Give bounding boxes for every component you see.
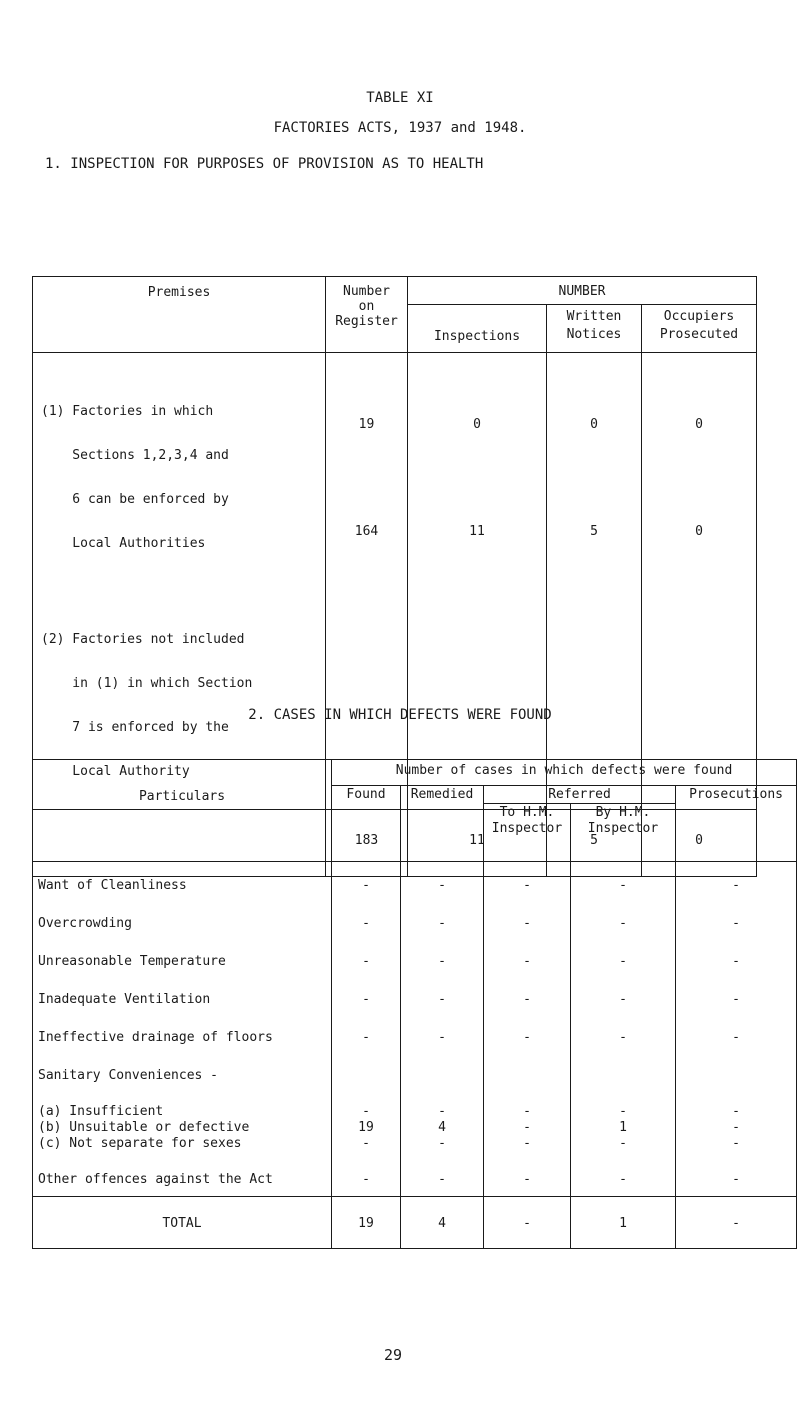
to-hm-body [484,862,571,1197]
row-label: Overcrowding [38,916,132,931]
to-hm-value: - [523,916,531,931]
total-prosecuted-value: 0 [695,833,703,848]
acts-title: FACTORIES ACTS, 1937 and 1948. [273,120,527,136]
prosecutions-value: - [732,916,740,931]
section-1-title: 1. INSPECTION FOR PURPOSES OF PROVISION AS TO HEALTH [45,156,484,172]
section-2-title: 2. CASES IN WHICH DEFECTS WERE FOUND [248,707,552,723]
total-by-hm-value: 1 [619,1216,627,1231]
prosecutions-header [676,786,797,862]
referred-header [484,786,676,804]
page-number: 29 [384,1346,403,1364]
row-label: (a) Insufficient [38,1104,164,1119]
by-hm-value: - [619,954,627,969]
remedied-value: - [438,992,446,1007]
inspections-cell [408,353,547,810]
inspections-header-label: Inspections [433,329,521,344]
row-label: Other offences against the Act [38,1172,273,1187]
row2-register: 164 [354,524,379,539]
row2-label-l2: in (1) in which Section [41,676,253,691]
found-value: - [362,1136,370,1151]
particulars-header-label: Particulars [138,789,226,804]
found-value: - [362,878,370,893]
notices-header-l1: Written [566,309,622,324]
by-hm-body [571,862,676,1197]
row2-notices: 5 [590,524,598,539]
remedied-body [401,862,484,1197]
prosecutions-value: - [732,1172,740,1187]
found-header [332,786,401,862]
by-hm-value: - [619,992,627,1007]
remedied-value: - [438,954,446,969]
cases-group-header [332,760,797,786]
remedied-value: - [438,1030,446,1045]
remedied-value: 4 [438,1120,446,1135]
to-hm-l2: Inspector [491,821,563,836]
sanitary-label: Sanitary Conveniences - [38,1068,219,1083]
notices-cell [547,353,642,810]
col-premises-header [33,277,326,353]
by-hm-l1: By H.M. [595,805,651,820]
total-remedied-value: 4 [438,1216,446,1231]
to-hm-value: - [523,1136,531,1151]
to-hm-l1: To H.M. [499,805,555,820]
referred-header-label: Referred [548,787,611,802]
found-value: - [362,992,370,1007]
prosecutions-value: - [732,1120,740,1135]
remedied-header-label: Remedied [410,787,474,802]
total-notices-value: 5 [590,833,598,848]
row2-inspections: 11 [469,524,485,539]
register-header-l3: Register [335,314,398,329]
by-hm-value: - [619,1172,627,1187]
particulars-body [33,862,332,1197]
to-hm-value: - [523,954,531,969]
prosecuted-cell [642,353,757,810]
total-prosecutions-value: - [732,1216,740,1231]
found-value: - [362,1172,370,1187]
row1-inspections: 0 [473,417,481,432]
row2-label-l1: (2) Factories not included [41,632,245,647]
to-hm-value: - [523,992,531,1007]
row1-label-l4: Local Authorities [41,536,206,551]
total-to-hm-value: - [523,1216,531,1231]
row-label: (b) Unsuitable or defective [38,1120,250,1135]
prosecuted-header-l2: Prosecuted [659,327,739,342]
total-found [332,1197,401,1249]
prosecutions-value: - [732,992,740,1007]
prosecutions-value: - [732,1030,740,1045]
to-hm-value: - [523,1104,531,1119]
by-hm-value: - [619,878,627,893]
particulars-header [33,760,332,862]
remedied-header [401,786,484,862]
total-register-value: 183 [354,833,379,848]
col-inspections-header [408,305,547,353]
row1-label-l2: Sections 1,2,3,4 and [41,448,229,463]
total-prosecutions [676,1197,797,1249]
row-label: Inadequate Ventilation [38,992,211,1007]
by-hm-value: - [619,1104,627,1119]
prosecutions-value: - [732,1104,740,1119]
row1-prosecuted: 0 [695,417,703,432]
prosecutions-body [676,862,797,1197]
total-label: TOTAL [162,1216,202,1231]
register-header-l2: on [358,299,375,314]
row-label: Unreasonable Temperature [38,954,226,969]
row2-label-l4: Local Authority [41,764,190,779]
by-hm-l2: Inspector [587,821,659,836]
prosecutions-value: - [732,878,740,893]
found-value: - [362,916,370,931]
prosecuted-header-l1: Occupiers [663,309,735,324]
found-body [332,862,401,1197]
prosecutions-header-label: Prosecutions [689,787,783,802]
notices-header-l2: Notices [566,327,622,342]
to-hm-value: - [523,1120,531,1135]
col-notices-header [547,305,642,353]
remedied-value: - [438,916,446,931]
col-prosecuted-header [642,305,757,353]
found-value: - [362,954,370,969]
cases-header-label: Number of cases in which defects were found [395,763,733,778]
row-label: (c) Not separate for sexes [38,1136,242,1151]
row-label: Want of Cleanliness [38,878,187,893]
by-hm-value: 1 [619,1120,627,1135]
register-header-l1: Number [343,284,390,299]
total-found-value: 19 [358,1216,374,1231]
premises-header-label: Premises [147,285,211,300]
row2-label-l3: 7 is enforced by the [41,720,229,735]
table-number: TABLE XI [366,90,434,106]
row2-prosecuted: 0 [695,524,703,539]
found-value: 19 [358,1120,374,1135]
row1-notices: 0 [590,417,598,432]
total-by-hm [571,1197,676,1249]
by-hm-header [571,804,676,862]
found-value: - [362,1104,370,1119]
register-cell [326,353,408,810]
total-row-label [33,1197,332,1249]
remedied-value: - [438,1104,446,1119]
by-hm-value: - [619,1136,627,1151]
row-label: Ineffective drainage of floors [38,1030,273,1045]
premises-cell [33,353,326,810]
remedied-value: - [438,878,446,893]
to-hm-value: - [523,1172,531,1187]
to-hm-value: - [523,878,531,893]
row1-label-l1: (1) Factories in which [41,404,214,419]
remedied-value: - [438,1136,446,1151]
number-header-label: NUMBER [558,284,606,299]
number-group-header [408,277,757,305]
by-hm-value: - [619,916,627,931]
row1-register: 19 [358,417,375,432]
found-header-label: Found [346,787,386,802]
col-register-header [326,277,408,353]
prosecutions-value: - [732,1136,740,1151]
total-to-hm [484,1197,571,1249]
by-hm-value: - [619,1030,627,1045]
to-hm-header [484,804,571,862]
remedied-value: - [438,1172,446,1187]
to-hm-value: - [523,1030,531,1045]
prosecutions-value: - [732,954,740,969]
defects-table [32,759,797,1249]
found-value: - [362,1030,370,1045]
total-remedied [401,1197,484,1249]
total-inspections-value: 11 [469,833,485,848]
row1-label-l3: 6 can be enforced by [41,492,229,507]
